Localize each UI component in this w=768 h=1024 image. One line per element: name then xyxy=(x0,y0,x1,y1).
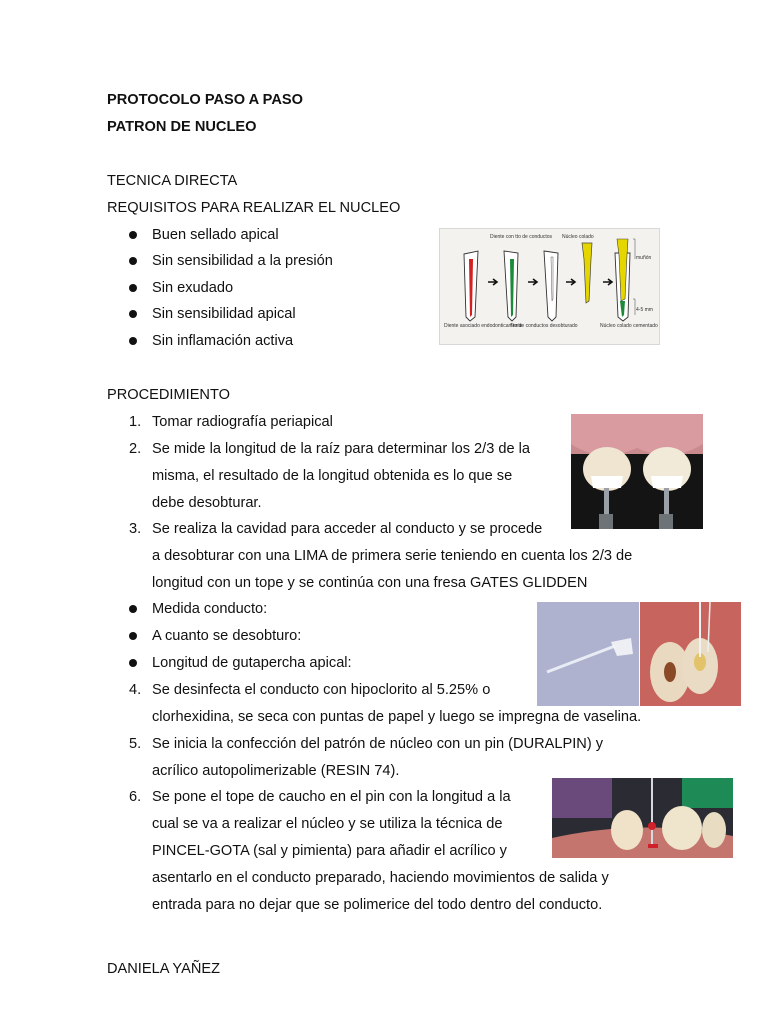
list-item: Sin sensibilidad a la presión xyxy=(152,253,333,269)
bullet-icon xyxy=(129,337,137,345)
bullet-icon xyxy=(129,659,137,667)
list-item: Sin exudado xyxy=(152,280,234,296)
list-item: Sin inflamación activa xyxy=(152,333,294,349)
tooth-1-icon xyxy=(464,251,478,321)
step-text: cual se va a realizar el núcleo y se utiliza la técnica de xyxy=(152,816,503,832)
arrow-icon xyxy=(488,279,497,285)
step-text: Se desinfecta el conducto con hipoclorito al 5.25% o xyxy=(152,682,491,698)
step-number: 5. xyxy=(129,736,142,752)
step-number: 6. xyxy=(129,789,142,805)
bullet-icon xyxy=(129,257,137,265)
bullet-icon xyxy=(129,632,137,640)
diagram-label-side-bottom: 4-5 mm xyxy=(636,307,653,313)
author-name: DANIELA YAÑEZ xyxy=(107,961,221,977)
diagram-label-bottom-right: Núcleo colado cementado xyxy=(600,323,658,329)
step-text: asentarlo en el conducto preparado, haciendo movimientos de salida y xyxy=(152,870,609,886)
step-text: Se pone el tope de caucho en el pin con la longitud a la xyxy=(152,789,511,805)
title-line-2: PATRON DE NUCLEO xyxy=(107,119,257,135)
requisitos-heading: REQUISITOS PARA REALIZAR EL NUCLEO xyxy=(107,200,401,216)
tooth-4-icon xyxy=(615,239,635,321)
step-text: PINCEL-GOTA (sal y pimienta) para añadir el acrílico y xyxy=(152,843,507,859)
step-number: 2. xyxy=(129,441,142,457)
arrow-icon xyxy=(566,279,575,285)
post-core-icon xyxy=(582,243,592,303)
step-text: entrada para no dejar que se polimerice del todo dentro del conducto. xyxy=(152,897,603,913)
clinical-photo-teeth-clamps xyxy=(571,414,703,529)
diagram-label-top-right: Núcleo colado xyxy=(562,234,594,240)
clinical-photo-pin xyxy=(537,602,639,706)
post-core-diagram xyxy=(439,228,660,345)
step-number: 3. xyxy=(129,521,142,537)
step-text: longitud con un tope y se continúa con una fresa GATES GLIDDEN xyxy=(152,575,588,591)
bullet-icon xyxy=(129,605,137,613)
step-text: acrílico autopolimerizable (RESIN 74). xyxy=(152,763,400,779)
list-item: Medida conducto: xyxy=(152,601,268,617)
step-text: clorhexidina, se seca con puntas de papel y luego se impregna de vaselina. xyxy=(152,709,642,725)
title-line-1: PROTOCOLO PASO A PASO xyxy=(107,92,303,108)
tooth-2-icon xyxy=(504,251,518,321)
clinical-photo-canal xyxy=(640,602,741,706)
section-tecnica-directa: TECNICA DIRECTA xyxy=(107,173,238,189)
procedimiento-heading: PROCEDIMIENTO xyxy=(107,387,230,403)
step-text: debe desobturar. xyxy=(152,495,262,511)
bullet-icon xyxy=(129,284,137,292)
arrow-icon xyxy=(528,279,537,285)
tooth-3-icon xyxy=(544,251,558,321)
step-text: misma, el resultado de la longitud obtenida es lo que se xyxy=(152,468,513,484)
list-item: Sin sensibilidad apical xyxy=(152,306,296,322)
step-text: Se mide la longitud de la raíz para determinar los 2/3 de la xyxy=(152,441,531,457)
bullet-icon xyxy=(129,310,137,318)
list-item: Buen sellado apical xyxy=(152,227,279,243)
step-number: 1. xyxy=(129,414,142,430)
diagram-label-bottom-center: Tto de conductos desobturado xyxy=(510,323,578,329)
step-text: Tomar radiografía periapical xyxy=(152,414,333,430)
step-number: 4. xyxy=(129,682,142,698)
step-text: Se realiza la cavidad para acceder al conducto y se procede xyxy=(152,521,543,537)
clinical-photo-pincel-gota xyxy=(552,778,733,858)
diagram-label-top-center: Diente con tto de conductos xyxy=(490,234,552,240)
list-item: A cuanto se desobturo: xyxy=(152,628,302,644)
list-item: Longitud de gutapercha apical: xyxy=(152,655,352,671)
diagram-label-side-top: muñón xyxy=(636,255,652,261)
step-text: Se inicia la confección del patrón de núcleo con un pin (DURALPIN) y xyxy=(152,736,604,752)
bullet-icon xyxy=(129,231,137,239)
diagram-label-bottom-left: Diente asociado endodonticamente xyxy=(444,323,523,329)
arrow-icon xyxy=(603,279,612,285)
step-text: a desobturar con una LIMA de primera serie teniendo en cuenta los 2/3 de xyxy=(152,548,633,564)
